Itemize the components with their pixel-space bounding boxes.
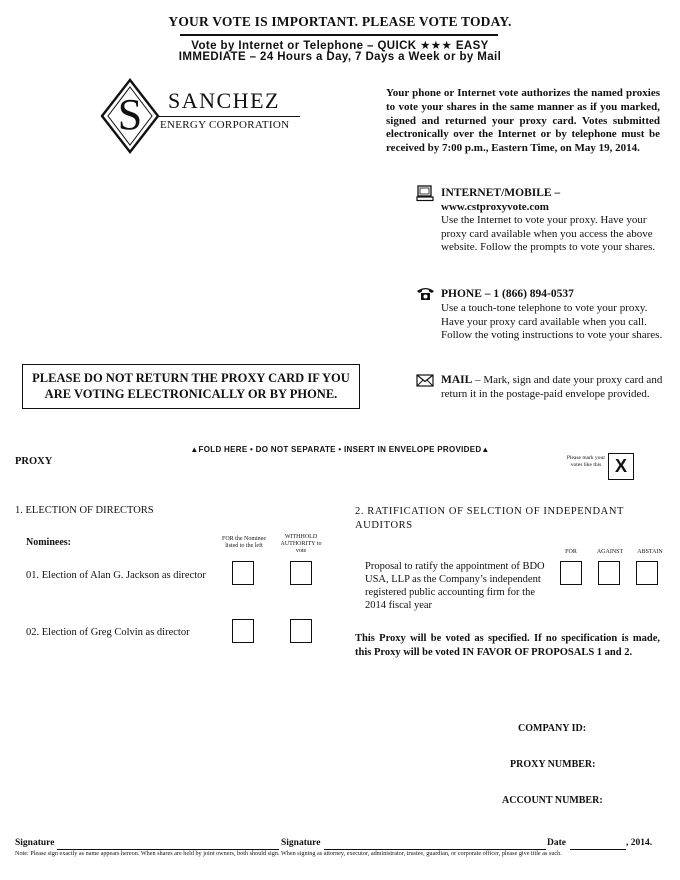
logo-subtitle: ENERGY CORPORATION: [160, 119, 290, 131]
ratification-title: 2. RATIFICATION OF SELCTION OF INDEPENDANT AUDITORS: [355, 506, 624, 531]
ratify-against-checkbox[interactable]: [598, 561, 620, 585]
internet-instructions: Use the Internet to vote your proxy. Have your proxy card available when you access the above website. Follow the prompts to vote your shares.: [441, 214, 656, 253]
proxy-label: PROXY: [15, 456, 53, 467]
nominees-label: Nominees:: [26, 537, 71, 548]
signature-1-label: Signature: [15, 838, 55, 848]
ratify-for-header: FOR: [565, 549, 577, 555]
ratify-abstain-header: ABSTAIN: [637, 549, 663, 555]
proxy-number-label: PROXY NUMBER:: [510, 759, 596, 770]
company-logo: [100, 78, 300, 158]
fold-instructions: ▲FOLD HERE • DO NOT SEPARATE • INSERT IN ENVELOPE PROVIDED▲: [190, 445, 490, 454]
logo-rule: [158, 116, 300, 117]
phone-instructions: Use a touch-tone telephone to vote your proxy. Have your proxy card available when you call. Follow the voting instructions to vote your shares.: [441, 302, 663, 341]
signature-note: Note: Please sign exactly as name appears hereon. When shares are held by joint owners, both should sign. When signing as attorney, executor, administrator, trustee, guardian, or corporate officer, please give title as such.: [15, 850, 562, 857]
withhold-column-header: WITHHOLD AUTHORITY to vote: [280, 534, 322, 554]
mark-example-x: X: [614, 456, 627, 476]
date-label: Date: [547, 838, 566, 848]
logo-letter: S: [117, 90, 143, 139]
company-id-label: COMPANY ID:: [518, 723, 587, 734]
title-underline: [180, 34, 498, 36]
phone-icon: [416, 286, 435, 306]
for-column-header: FOR the Nominee listed to the left: [222, 536, 266, 549]
mail-instructions: [441, 374, 663, 401]
signature-2-label: Signature: [281, 838, 321, 848]
do-not-return-text: PLEASE DO NOT RETURN THE PROXY CARD IF YOU ARE VOTING ELECTRONICALLY OR BY PHONE.: [32, 371, 350, 401]
nominee-2-for-checkbox[interactable]: [232, 619, 254, 643]
do-not-return-notice: [22, 364, 360, 409]
nominee-2-withhold-checkbox[interactable]: [290, 619, 312, 643]
logo-name: SANCHEZ: [168, 88, 280, 113]
computer-icon: [416, 185, 434, 207]
mark-hint: Please mark your votes like this: [566, 455, 606, 468]
year-label: , 2014.: [626, 838, 653, 848]
internet-title: INTERNET/MOBILE –: [441, 187, 561, 199]
nominee-1-withhold-checkbox[interactable]: [290, 561, 312, 585]
ratify-abstain-checkbox[interactable]: [636, 561, 658, 585]
mail-body: – Mark, sign and date your proxy card and return it in the postage-paid envelope provided.: [441, 374, 663, 400]
ratification-proposal: Proposal to ratify the appointment of BDO USA, LLP as the Company’s independent registered public accounting firm for the 2014 fiscal year: [365, 561, 545, 611]
vote-authorization-text: Your phone or Internet vote authorizes the named proxies to vote your shares in the same manner as if you marked, signed and returned your proxy card. Votes submitted electronically over the Internet or by telephone must be received by 7:00 p.m., Eastern Time, on May 19, 2014.: [386, 87, 660, 155]
mark-example-box: [608, 453, 634, 480]
mail-icon: [416, 374, 434, 392]
page-title: YOUR VOTE IS IMPORTANT. PLEASE VOTE TODAY.: [168, 14, 512, 29]
mail-title: MAIL: [441, 374, 473, 386]
header-line-2: IMMEDIATE – 24 Hours a Day, 7 Days a Week or by Mail: [178, 51, 502, 63]
proxy-voting-note: This Proxy will be voted as specified. If no specification is made, this Proxy will be voted IN FAVOR OF PROPOSALS 1 and 2.: [355, 633, 660, 658]
account-number-label: ACCOUNT NUMBER:: [502, 795, 603, 806]
header-line-1: Vote by Internet or Telephone – QUICK ★★★ EASY: [191, 40, 489, 52]
phone-title: PHONE – 1 (866) 894-0537: [441, 288, 574, 300]
ratify-for-checkbox[interactable]: [560, 561, 582, 585]
ratify-against-header: AGAINST: [596, 549, 624, 555]
internet-url[interactable]: www.cstproxyvote.com: [441, 201, 549, 213]
election-title: 1. ELECTION OF DIRECTORS: [15, 505, 154, 516]
nominee-1-label: 01. Election of Alan G. Jackson as director: [26, 570, 206, 581]
nominee-1-for-checkbox[interactable]: [232, 561, 254, 585]
nominee-2-label: 02. Election of Greg Colvin as director: [26, 627, 190, 638]
